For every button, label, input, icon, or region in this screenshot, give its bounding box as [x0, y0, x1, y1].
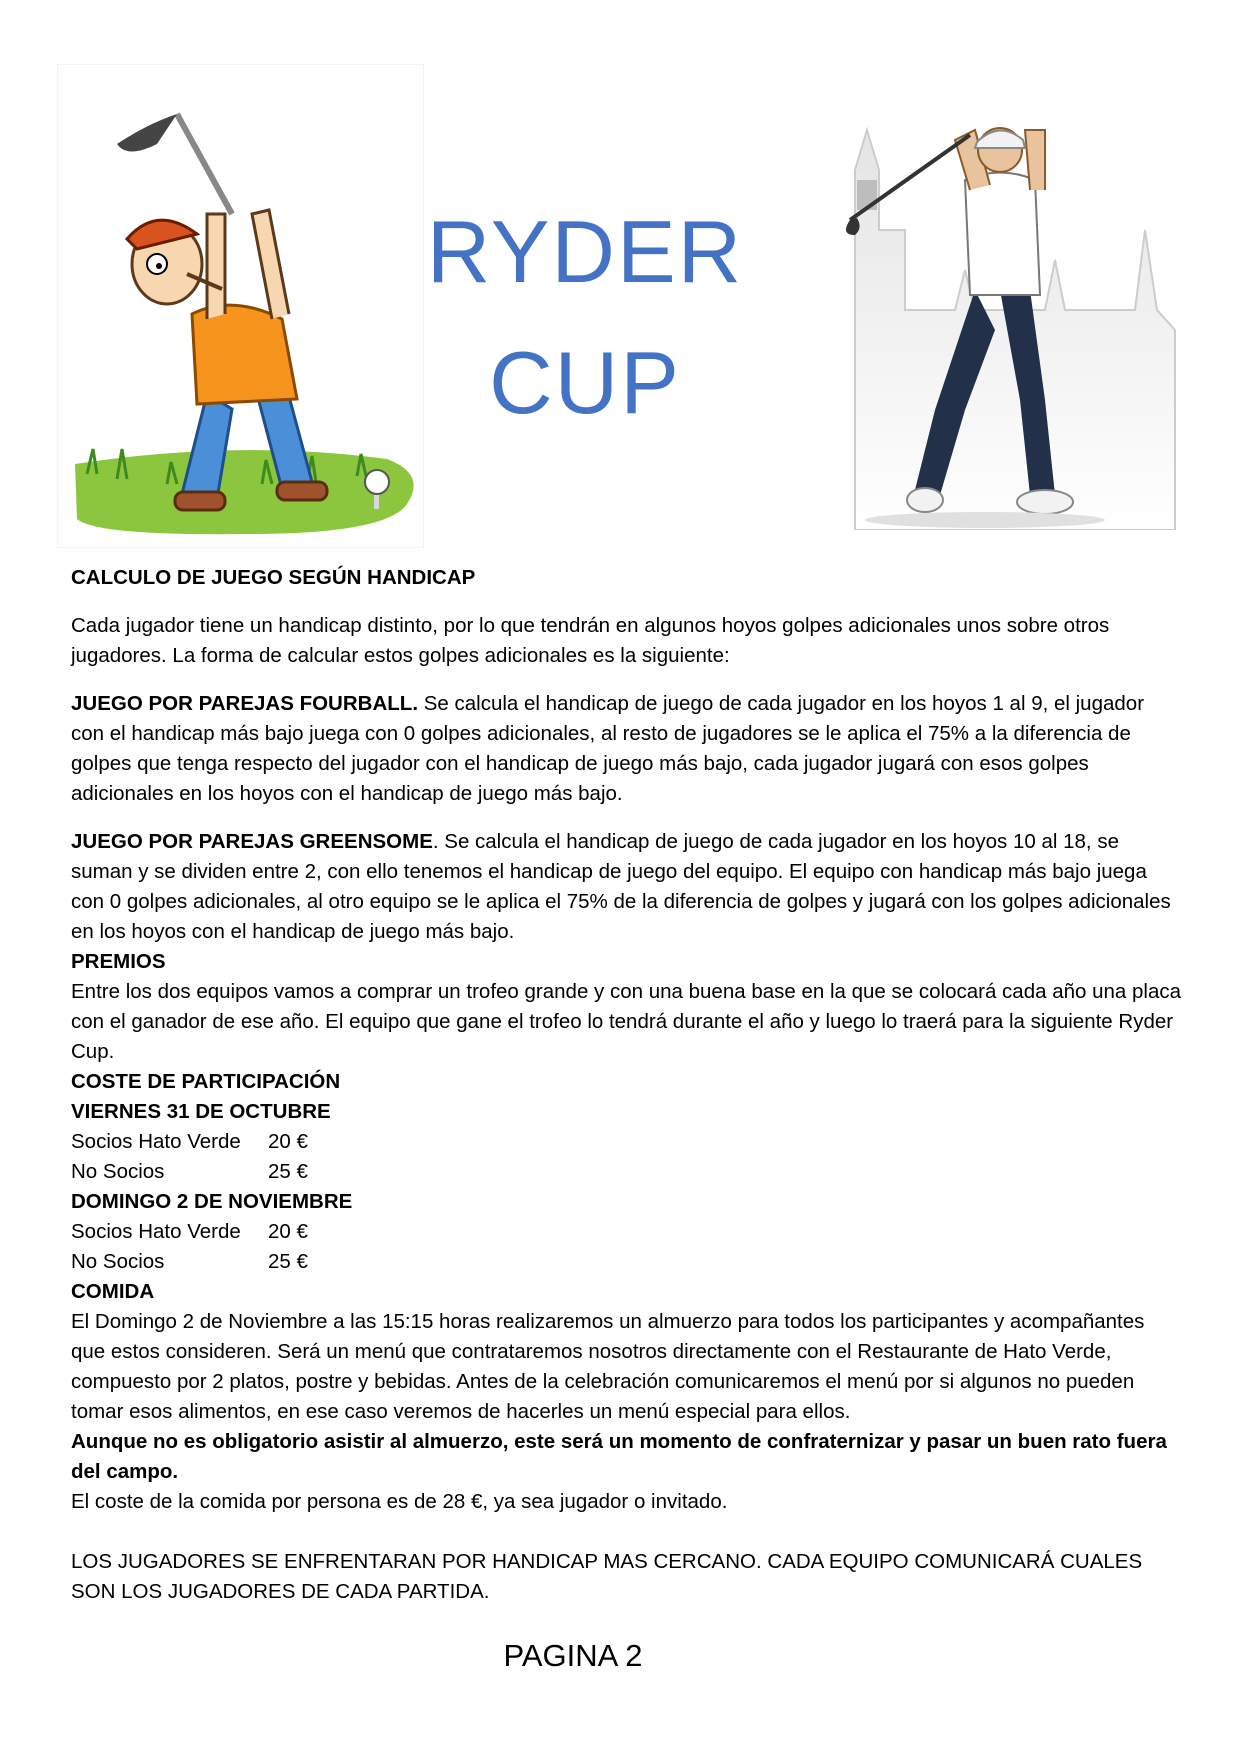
greensome-heading: JUEGO POR PAREJAS GREENSOME — [71, 830, 433, 853]
day2-heading: DOMINGO 2 DE NOVIEMBRE — [71, 1190, 353, 1213]
cartoon-golfer-image — [57, 64, 424, 548]
premios-heading: PREMIOS — [71, 950, 166, 973]
cost-row: No Socios 25 € — [71, 1250, 308, 1273]
coste-heading: COSTE DE PARTICIPACIÓN — [71, 1070, 341, 1093]
title-line-2: CUP — [489, 333, 681, 432]
comida-text: El Domingo 2 de Noviembre a las 15:15 horas realizaremos un almuerzo para todos los participantes y acompañantes que estos consideren. Será un menú que contrataremos nosotros directamente con el Restaurante de Hato Verde, compuesto por 2 platos, postre y bebidas. Antes de la celebración comunicaremos el menú por si algunos no pueden tomar esos alimentos, en ese caso veremos de hacerles un menú especial para ellos. — [71, 1310, 1145, 1423]
comida-cost: El coste de la comida por persona es de 28 €, ya sea jugador o invitado. — [71, 1490, 728, 1513]
golfer-cathedral-image — [805, 110, 1185, 530]
page-footer — [0, 1638, 1241, 1674]
closing-note: LOS JUGADORES SE ENFRENTARAN POR HANDICAP MAS CERCANO. CADA EQUIPO COMUNICARÁ CUALES SON LOS JUGADORES DE CADA PARTIDA. — [71, 1550, 1143, 1603]
greensome-text: . Se calcula el handicap de juego de cada jugador en los hoyos 10 al 18, se suman y se dividen entre 2, con ello tenemos el handicap de juego del equipo. El equipo con handicap más bajo juega con 0 golpes adicionales, al otro equipo se le aplica el 75% de la diferencia de golpes y jugará con los golpes adicionales en los hoyos con el handicap de juego más bajo. — [71, 830, 1171, 943]
greensome-paragraph — [71, 827, 1181, 947]
calc-heading: CALCULO DE JUEGO SEGÚN HANDICAP — [71, 566, 476, 589]
cost-row: No Socios 25 € — [71, 1160, 308, 1183]
page-number: PAGINA 2 — [503, 1638, 643, 1673]
fourball-text: Se calcula el handicap de juego de cada jugador en los hoyos 1 al 9, el jugador con el handicap más bajo juega con 0 golpes adicionales, al resto de jugadores se le aplica el 75% a la diferencia de golpes que tenga respecto del jugador con el handicap de juego más bajo, cada jugador jugará con esos golpes adicionales en los hoyos con el handicap de juego más bajo. — [71, 692, 1145, 805]
title-line-1: RYDER — [426, 202, 744, 301]
document-body — [71, 563, 1181, 1607]
fourball-heading: JUEGO POR PAREJAS FOURBALL. — [71, 692, 419, 715]
fourball-paragraph — [71, 689, 1181, 809]
premios-text: Entre los dos equipos vamos a comprar un trofeo grande y con una buena base en la que se colocará cada año una placa con el ganador de ese año. El equipo que gane el trofeo lo tendrá durante el año y luego lo traerá para la siguiente Ryder Cup. — [71, 980, 1182, 1063]
comida-heading: COMIDA — [71, 1280, 155, 1303]
day1-heading: VIERNES 31 DE OCTUBRE — [71, 1100, 331, 1123]
cost-row: Socios Hato Verde 20 € — [71, 1220, 308, 1243]
comida-bold-text: Aunque no es obligatorio asistir al almuerzo, este será un momento de confraternizar y pasar un buen rato fuera del campo. — [71, 1430, 1167, 1483]
cost-row: Socios Hato Verde 20 € — [71, 1130, 308, 1153]
calc-intro: Cada jugador tiene un handicap distinto, por lo que tendrán en algunos hoyos golpes adicionales unos sobre otros jugadores. La forma de calcular estos golpes adicionales es la siguiente: — [71, 614, 1110, 667]
